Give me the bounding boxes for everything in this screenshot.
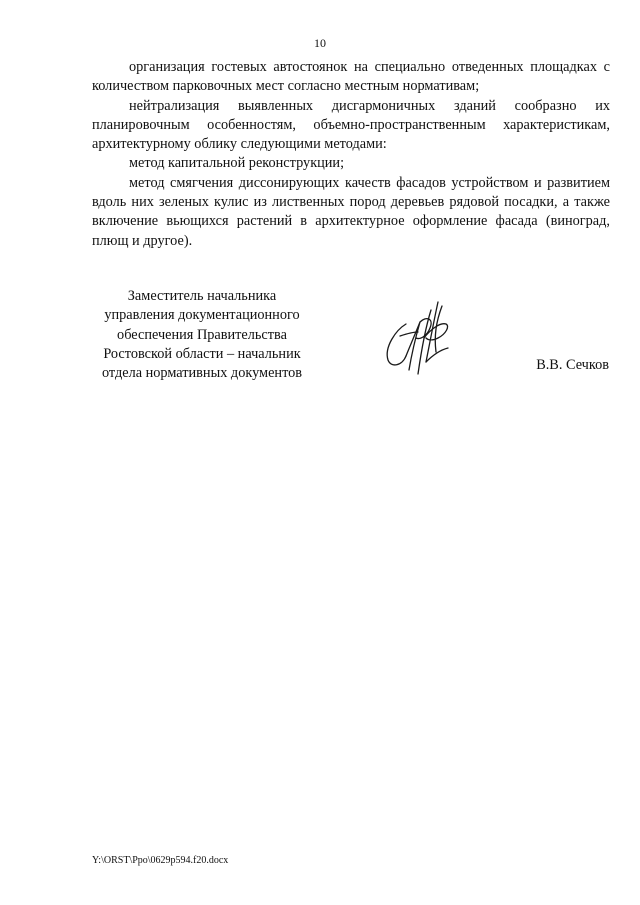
paragraph-neutralization: нейтрализация выявленных дисгармоничных зданий сообразно их планировочным особенностям, объемно-пространственным характеристикам, архитектурному облику следующими методами: bbox=[92, 97, 610, 153]
signatory-title bbox=[92, 287, 312, 383]
paragraph-softening: метод смягчения диссонирующих качеств фасадов устройством и развитием вдоль них зеленых кулис из лиственных пород деревьев рядовой посадки, а также включение вьющихся растений в архитектурное оформление фасада (виноград, плющ и другое). bbox=[92, 174, 610, 249]
signatory-title-line: отдела нормативных документов bbox=[101, 365, 303, 382]
handwritten-signature bbox=[376, 292, 466, 382]
page-number: 10 bbox=[314, 36, 326, 50]
paragraph-reconstruction: метод капитальной реконструкции; bbox=[129, 155, 345, 172]
signatory-title-line: управления документационного bbox=[104, 307, 300, 324]
document-body bbox=[92, 58, 610, 251]
footer-file-path: Y:\ORST\Ppo\0629p594.f20.docx bbox=[92, 855, 229, 866]
paragraph-guest-parking: организация гостевых автостоянок на специально отведенных площадках с количеством парковочных мест согласно местным нормативам; bbox=[92, 59, 610, 95]
signatory-title-line: обеспечения Правительства bbox=[117, 326, 287, 343]
signatory-name: В.В. Сечков bbox=[536, 357, 609, 373]
signatory-title-line: Заместитель начальника bbox=[127, 288, 277, 304]
signatory-title-line: Ростовской области – начальник bbox=[103, 345, 301, 362]
